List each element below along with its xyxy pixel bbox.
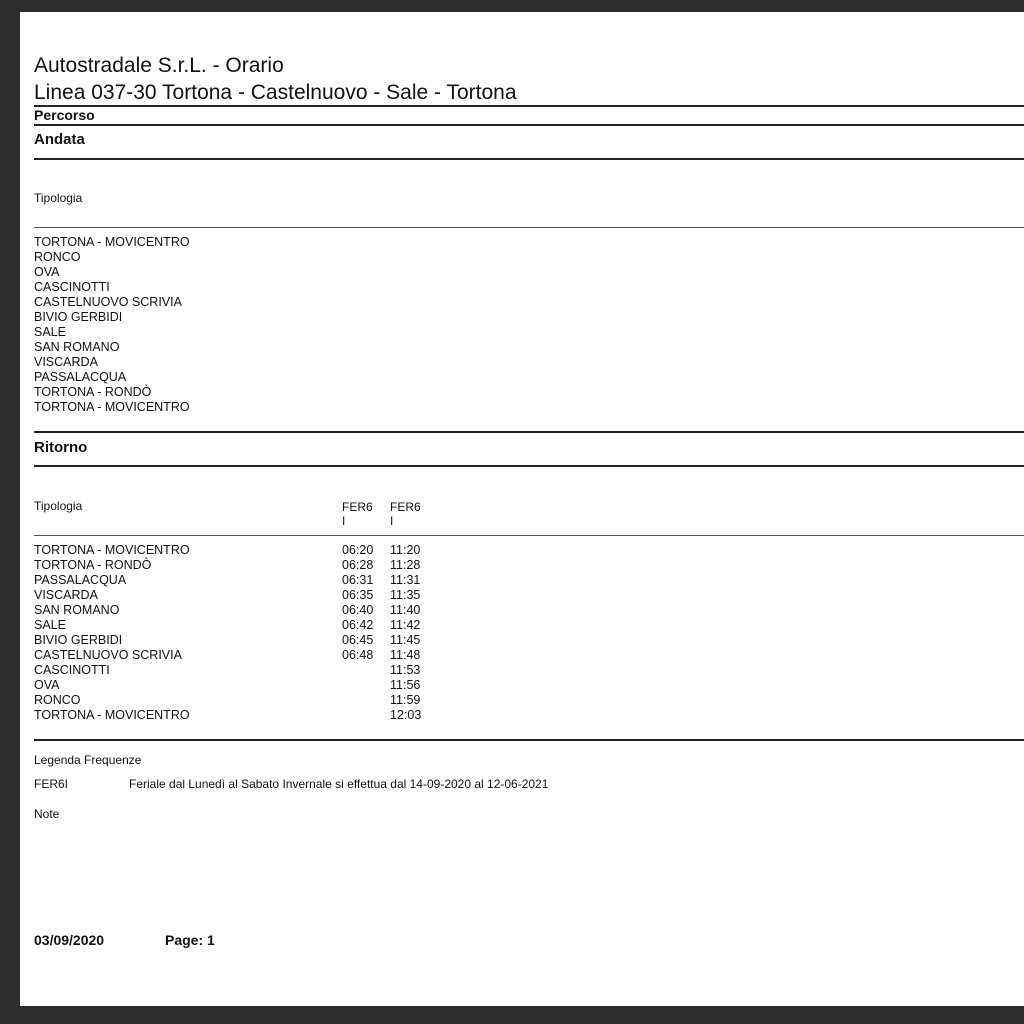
stop-name: PASSALACQUA <box>34 370 127 384</box>
times-column-1 <box>342 543 373 723</box>
departure-time: 11:20 <box>390 543 421 557</box>
departure-time: 11:48 <box>390 648 421 662</box>
stop-name: SAN ROMANO <box>34 340 120 354</box>
departure-time: 11:35 <box>390 588 421 602</box>
departure-time: 11:59 <box>390 693 421 707</box>
stop-name: PASSALACQUA <box>34 573 127 587</box>
divider <box>34 431 1024 433</box>
stop-name: CASCINOTTI <box>34 280 110 294</box>
departure-time: 06:35 <box>342 588 374 602</box>
stop-name: SALE <box>34 618 66 632</box>
ritorno-tipologia-label: Tipologia <box>34 499 83 513</box>
stop-name: VISCARDA <box>34 355 98 369</box>
legend-description: Feriale dal Lunedì al Sabato Invernale si effettua dal 14-09-2020 al 12-06-2021 <box>129 777 549 791</box>
stop-name: OVA <box>34 265 60 279</box>
andata-stop-list <box>34 235 190 415</box>
divider <box>34 535 1024 536</box>
frequency-sub: I <box>390 514 394 528</box>
stop-name: SAN ROMANO <box>34 603 120 617</box>
departure-time <box>342 663 373 678</box>
percorso-label: Percorso <box>34 107 95 123</box>
divider <box>34 739 1024 741</box>
stop-name: VISCARDA <box>34 588 98 602</box>
divider <box>34 465 1024 467</box>
departure-time: 11:45 <box>390 633 421 647</box>
departure-time: 06:40 <box>342 603 374 617</box>
departure-time: 11:31 <box>390 573 421 587</box>
departure-time: 12:03 <box>390 708 422 722</box>
legend-code: FER6I <box>34 777 69 791</box>
ritorno-stop-list <box>34 543 190 723</box>
departure-time: 06:48 <box>342 648 374 662</box>
page-number: Page: 1 <box>165 932 215 948</box>
stop-name: BIVIO GERBIDI <box>34 310 123 324</box>
stop-name: TORTONA - MOVICENTRO <box>34 543 190 557</box>
frequency-code: FER6 <box>342 500 373 514</box>
column-header-1 <box>342 500 373 528</box>
stop-name: RONCO <box>34 693 81 707</box>
print-date: 03/09/2020 <box>34 932 105 948</box>
times-column-2 <box>390 543 421 723</box>
departure-time <box>342 678 373 693</box>
stop-name: RONCO <box>34 250 81 264</box>
departure-time: 06:42 <box>342 618 374 632</box>
line-title: Linea 037-30 Tortona - Castelnuovo - Sale - Tortona <box>34 81 517 104</box>
column-header-2 <box>390 500 421 528</box>
stop-name: SALE <box>34 325 66 339</box>
divider <box>34 105 1024 107</box>
departure-time: 06:20 <box>342 543 374 557</box>
timetable-page <box>20 12 1024 1006</box>
stop-name: TORTONA - MOVICENTRO <box>34 400 190 414</box>
stop-name: TORTONA - MOVICENTRO <box>34 708 190 722</box>
divider <box>34 227 1024 228</box>
departure-time: 11:53 <box>390 663 421 677</box>
departure-time: 11:28 <box>390 558 421 572</box>
stop-name: OVA <box>34 678 60 692</box>
ritorno-heading: Ritorno <box>34 439 88 456</box>
legend-title: Legenda Frequenze <box>34 753 142 767</box>
departure-time: 06:45 <box>342 633 374 647</box>
departure-time: 11:40 <box>390 603 421 617</box>
frequency-sub: I <box>342 514 346 528</box>
departure-time <box>342 708 373 723</box>
stop-name: TORTONA - RONDÒ <box>34 385 152 399</box>
stop-name: TORTONA - RONDÒ <box>34 558 152 572</box>
departure-time: 11:56 <box>390 678 421 692</box>
frequency-code: FER6 <box>390 500 421 514</box>
company-title: Autostradale S.r.L. - Orario <box>34 54 284 77</box>
departure-time: 06:31 <box>342 573 374 587</box>
divider <box>34 158 1024 160</box>
andata-heading: Andata <box>34 131 85 148</box>
stop-name: CASTELNUOVO SCRIVIA <box>34 295 182 309</box>
stop-name: TORTONA - MOVICENTRO <box>34 235 190 249</box>
note-label: Note <box>34 807 60 821</box>
andata-tipologia-label: Tipologia <box>34 191 83 205</box>
stop-name: BIVIO GERBIDI <box>34 633 123 647</box>
divider <box>34 124 1024 126</box>
stop-name: CASTELNUOVO SCRIVIA <box>34 648 182 662</box>
departure-time <box>342 693 373 708</box>
departure-time: 11:42 <box>390 618 421 632</box>
departure-time: 06:28 <box>342 558 374 572</box>
stop-name: CASCINOTTI <box>34 663 110 677</box>
